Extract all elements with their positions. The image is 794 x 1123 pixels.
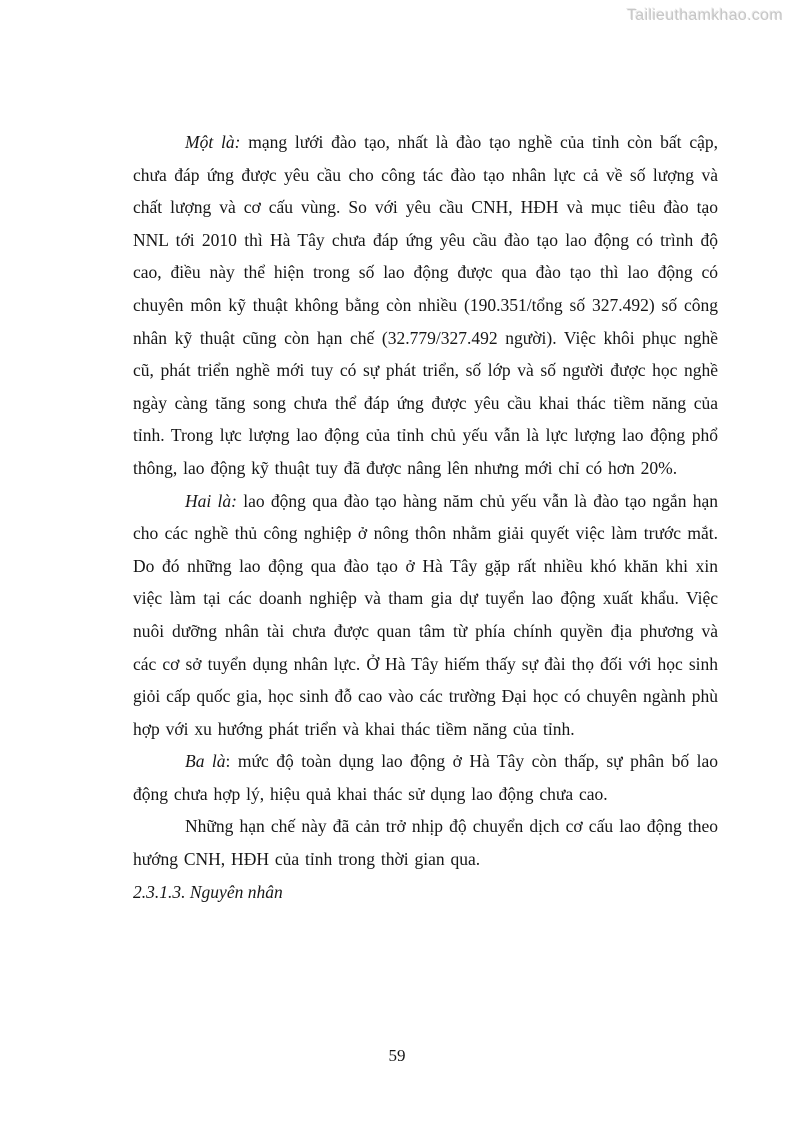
paragraph-ba-la: [133, 745, 718, 810]
paragraph-han-che: [133, 810, 718, 875]
paragraph-hai-la: [133, 485, 718, 746]
paragraph-lead: Một là:: [185, 132, 241, 152]
paragraph-text: mạng lưới đào tạo, nhất là đào tạo nghề của tỉnh còn bất cập, chưa đáp ứng được yêu cầu cho công tác đào tạo nhân lực cả về số lượng và chất lượng và cơ cấu vùng. So với yêu cầu CNH, HĐH và mục tiêu đào tạo NNL tới 2010 thì Hà Tây chưa đáp ứng yêu cầu đào tạo lao động có trình độ cao, điều này thể hiện trong số lao động được qua đào tạo thì lao động có chuyên môn kỹ thuật không bằng còn nhiều (190.351/tổng số 327.492) số công nhân kỹ thuật cũng còn hạn chế (32.779/327.492 người). Việc khôi phục nghề cũ, phát triển nghề mới tuy có sự phát triển, số lớp và số người được học nghề ngày càng tăng song chưa thể đáp ứng được yêu cầu khai thác tiềm năng của tỉnh. Trong lực lượng lao động của tỉnh chủ yếu vẫn là lực lượng lao động phổ thông, lao động kỹ thuật tuy đã được nâng lên nhưng mới chỉ có hơn 20%.: [133, 132, 718, 478]
paragraph-mot-la: [133, 126, 718, 485]
document-body: [133, 126, 718, 908]
section-heading: 2.3.1.3. Nguyên nhân: [133, 881, 283, 902]
page-number: 59: [388, 1046, 406, 1065]
paragraph-text: : mức độ toàn dụng lao động ở Hà Tây còn thấp, sự phân bố lao động chưa hợp lý, hiệu quả khai thác sử dụng lao động chưa cao.: [133, 751, 719, 804]
paragraph-lead: Hai là:: [185, 490, 237, 511]
watermark-text: Tailieuthamkhao.com: [627, 7, 783, 24]
paragraph-text: Những hạn chế này đã cản trở nhịp độ chuyển dịch cơ cấu lao động theo hướng CNH, HĐH của tỉnh trong thời gian qua.: [133, 816, 718, 870]
paragraph-lead: Ba là: [185, 751, 226, 772]
paragraph-text: lao động qua đào tạo hàng năm chủ yếu vẫn là đào tạo ngắn hạn cho các nghề thủ công nghiệp ở nông thôn nhằm giải quyết việc làm trước mắt. Do đó những lao động qua đào tạo ở Hà Tây gặp rất nhiều khó khăn khi xin việc làm tại các doanh nghiệp và tham gia dự tuyển lao động xuất khẩu. Việc nuôi dưỡng nhân tài chưa được quan tâm từ phía chính quyền địa phương và các cơ sở tuyển dụng nhân lực. Ở Hà Tây hiếm thấy sự đài thọ đối với học sinh giỏi cấp quốc gia, học sinh đỗ cao vào các trường Đại học có chuyên ngành phù hợp với xu hướng phát triển và khai thác tiềm năng của tỉnh.: [133, 490, 718, 739]
